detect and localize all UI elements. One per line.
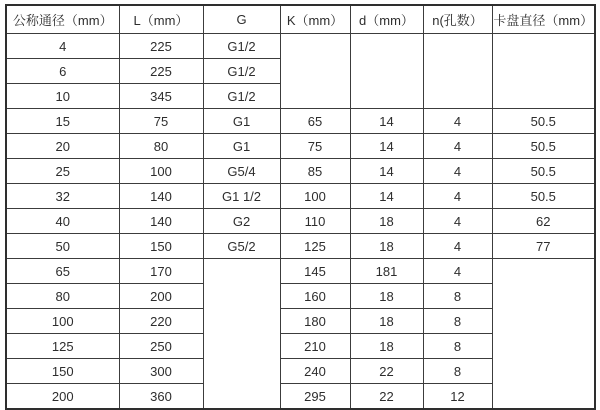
cell-l: 100 xyxy=(119,159,203,184)
cell-d: 18 xyxy=(350,209,423,234)
cell-n: 4 xyxy=(423,259,492,284)
cell-n: 8 xyxy=(423,284,492,309)
cell-chuck: 62 xyxy=(492,209,595,234)
cell-l: 225 xyxy=(119,34,203,59)
cell-dn: 50 xyxy=(6,234,119,259)
column-header-k: K（mm） xyxy=(280,5,350,34)
cell-chuck: 50.5 xyxy=(492,109,595,134)
cell-g: G1/2 xyxy=(203,59,280,84)
cell-d: 14 xyxy=(350,134,423,159)
cell-n: 8 xyxy=(423,309,492,334)
cell-l: 345 xyxy=(119,84,203,109)
cell-g: G5/2 xyxy=(203,234,280,259)
cell-l: 80 xyxy=(119,134,203,159)
cell-dn: 125 xyxy=(6,334,119,359)
cell-dn: 20 xyxy=(6,134,119,159)
cell-n: 12 xyxy=(423,384,492,410)
cell-d: 18 xyxy=(350,234,423,259)
cell-chuck: 50.5 xyxy=(492,184,595,209)
cell-k: 295 xyxy=(280,384,350,410)
cell-l: 300 xyxy=(119,359,203,384)
cell-g: G1/2 xyxy=(203,34,280,59)
cell-l: 150 xyxy=(119,234,203,259)
column-header-d: d（mm） xyxy=(350,5,423,34)
cell-dn: 200 xyxy=(6,384,119,410)
cell-g: G5/4 xyxy=(203,159,280,184)
cell-dn: 40 xyxy=(6,209,119,234)
cell-g: G1/2 xyxy=(203,84,280,109)
cell-k: 100 xyxy=(280,184,350,209)
cell-dn: 4 xyxy=(6,34,119,59)
cell-k: 145 xyxy=(280,259,350,284)
column-header-chuck-diameter: 卡盘直径（mm） xyxy=(492,5,595,34)
cell-d: 181 xyxy=(350,259,423,284)
cell-g: G1 1/2 xyxy=(203,184,280,209)
cell-dn: 65 xyxy=(6,259,119,284)
cell-d: 14 xyxy=(350,184,423,209)
cell-d: 14 xyxy=(350,109,423,134)
cell-d: 22 xyxy=(350,359,423,384)
cell-g: G1 xyxy=(203,109,280,134)
cell-dn: 6 xyxy=(6,59,119,84)
cell-n: 4 xyxy=(423,109,492,134)
cell-l: 170 xyxy=(119,259,203,284)
table-row xyxy=(6,184,595,209)
cell-n: 8 xyxy=(423,359,492,384)
column-header-nominal-diameter: 公称通径（mm） xyxy=(6,5,119,34)
cell-k: 180 xyxy=(280,309,350,334)
cell-dn: 100 xyxy=(6,309,119,334)
cell-k: 240 xyxy=(280,359,350,384)
merged-empty-cell-d xyxy=(350,34,423,109)
cell-l: 250 xyxy=(119,334,203,359)
cell-l: 140 xyxy=(119,184,203,209)
column-header-g: G xyxy=(203,5,280,34)
cell-d: 22 xyxy=(350,384,423,410)
cell-l: 220 xyxy=(119,309,203,334)
table-row xyxy=(6,234,595,259)
merged-empty-cell-n xyxy=(423,34,492,109)
column-header-n-holes: n(孔数） xyxy=(423,5,492,34)
cell-chuck: 50.5 xyxy=(492,159,595,184)
table-row xyxy=(6,134,595,159)
header-row xyxy=(6,5,595,34)
cell-k: 210 xyxy=(280,334,350,359)
cell-k: 65 xyxy=(280,109,350,134)
cell-g: G2 xyxy=(203,209,280,234)
table-row xyxy=(6,209,595,234)
cell-k: 75 xyxy=(280,134,350,159)
cell-dn: 150 xyxy=(6,359,119,384)
merged-empty-cell-chuck xyxy=(492,34,595,109)
table-row xyxy=(6,34,595,59)
cell-d: 18 xyxy=(350,284,423,309)
column-header-l: L（mm） xyxy=(119,5,203,34)
dimension-spec-table xyxy=(5,4,596,410)
cell-dn: 15 xyxy=(6,109,119,134)
cell-l: 360 xyxy=(119,384,203,410)
merged-empty-cell-chuck xyxy=(492,259,595,410)
table-row xyxy=(6,159,595,184)
cell-dn: 80 xyxy=(6,284,119,309)
cell-l: 75 xyxy=(119,109,203,134)
cell-n: 4 xyxy=(423,159,492,184)
cell-l: 225 xyxy=(119,59,203,84)
table-row xyxy=(6,259,595,284)
cell-dn: 32 xyxy=(6,184,119,209)
table-row xyxy=(6,109,595,134)
cell-n: 4 xyxy=(423,234,492,259)
cell-n: 8 xyxy=(423,334,492,359)
cell-k: 110 xyxy=(280,209,350,234)
cell-n: 4 xyxy=(423,184,492,209)
merged-empty-cell-k xyxy=(280,34,350,109)
cell-dn: 25 xyxy=(6,159,119,184)
cell-k: 85 xyxy=(280,159,350,184)
cell-dn: 10 xyxy=(6,84,119,109)
cell-l: 200 xyxy=(119,284,203,309)
merged-empty-cell-g xyxy=(203,259,280,410)
cell-d: 18 xyxy=(350,334,423,359)
cell-d: 18 xyxy=(350,309,423,334)
cell-chuck: 77 xyxy=(492,234,595,259)
cell-n: 4 xyxy=(423,134,492,159)
cell-chuck: 50.5 xyxy=(492,134,595,159)
cell-k: 160 xyxy=(280,284,350,309)
cell-d: 14 xyxy=(350,159,423,184)
cell-l: 140 xyxy=(119,209,203,234)
cell-n: 4 xyxy=(423,209,492,234)
cell-g: G1 xyxy=(203,134,280,159)
cell-k: 125 xyxy=(280,234,350,259)
